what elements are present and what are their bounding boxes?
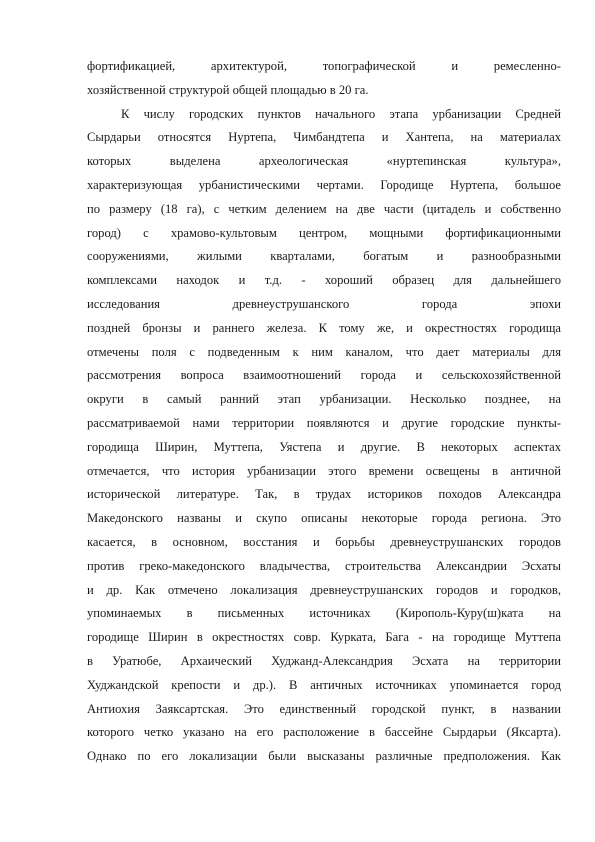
text-line: К числу городских пунктов начального этапа урбанизации Средней	[121, 106, 561, 121]
text-line: город) с храмово-культовым центром, мощными фортификационными	[87, 225, 561, 240]
text-line: и др. Как отмечено локализация древнеуструшанских городов и городков,	[87, 582, 561, 597]
text-line: характеризующая урбанистическими чертами. Городище Нуртепа, большое	[87, 177, 561, 192]
text-line: комплексами находок и т.д. - хороший образец для дальнейшего	[87, 273, 561, 288]
text-line: Антиохия Заяксартская. Это единственный городской пункт, в названии	[87, 701, 561, 716]
text-line: сооружениями, жилыми кварталами, богатым и разнообразными	[87, 249, 561, 264]
text-line: исторической литературе. Так, в трудах историков походов Александра	[87, 487, 561, 502]
text-line: поздней бронзы и раннего железа. К тому же, и окрестностях городища	[87, 320, 561, 335]
text-line: городища Ширин, Муттепа, Уястепа и другие. В некоторых аспектах	[87, 439, 561, 454]
text-line: по размеру (18 га), с четким делением на две части (цитадель и собственно	[87, 201, 561, 216]
text-line: отмечены поля с подведенным к ним каналом, что дает материалы для	[87, 344, 561, 359]
text-line: хозяйственной структурой общей площадью в 20 га.	[87, 82, 369, 97]
text-line: Однако по его локализации были высказаны различные предположения. Как	[87, 749, 561, 764]
text-line: Македонского названы и скупо описаны некоторые города региона. Это	[87, 511, 561, 526]
text-line: городище Ширин в окрестностях совр. Курката, Бага - на городище Муттепа	[87, 630, 561, 645]
text-line: Сырдарьи относятся Нуртепа, Чимбандтепа и Хантепа, на материалах	[87, 130, 561, 145]
text-line: исследования древнеуструшанского города эпохи	[87, 296, 561, 311]
text-line: касается, в основном, восстания и борьбы древнеуструшанских городов	[87, 534, 561, 549]
text-line: отмечается, что история урбанизации этого времени освещены в античной	[87, 463, 561, 478]
text-line: округи в самый ранний этап урбанизации. Несколько позднее, на	[87, 392, 561, 407]
text-line: которых выделена археологическая «нуртепинская культура»,	[87, 154, 561, 169]
text-line: в Уратюбе, Архаический Худжанд-Александрия Эсхата на территории	[87, 653, 561, 668]
body-text	[87, 55, 561, 769]
text-line: упоминаемых в письменных источниках (Кирополь-Куру(ш)ката на	[87, 606, 561, 621]
text-line: рассматриваемой нами территории появляются и другие городские пункты-	[87, 415, 561, 430]
text-line: Худжандской крепости и др.). В античных источниках упоминается город	[87, 677, 561, 692]
text-line: фортификацией, архитектурой, топографической и ремесленно-	[87, 59, 561, 73]
text-line: рассмотрения вопроса взаимоотношений города и сельскохозяйственной	[87, 368, 561, 383]
text-line: против греко-македонского владычества, строительства Александрии Эсхаты	[87, 558, 561, 573]
text-line: которого четко указано на его расположение в бассейне Сырдарьи (Яксарта).	[87, 725, 561, 740]
